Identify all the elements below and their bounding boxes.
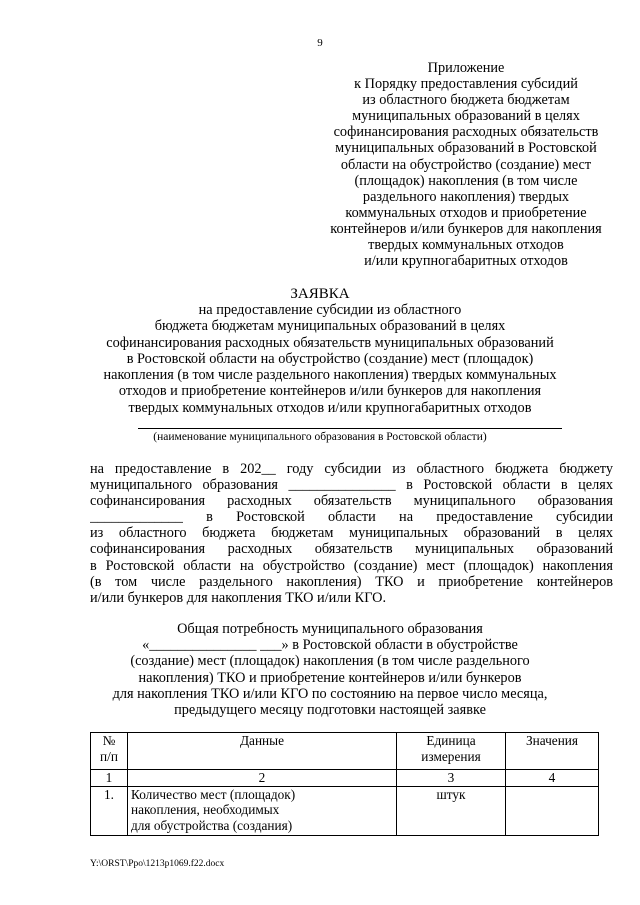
column-number-cell: 1 [91, 770, 128, 787]
appendix-line: контейнеров и/или бункеров для накопления [330, 220, 602, 237]
header-cell-data: Данные [128, 733, 397, 770]
body-line: софинансирования расходных обязательств муниципальных образований [90, 541, 613, 558]
subtitle-line: на предоставление субсидии из областного [198, 302, 462, 318]
appendix-line: коммунальных отходов и приобретение [345, 204, 587, 221]
heading-line: «_______________ ___» в Ростовской области в обустройстве [142, 637, 518, 654]
body-line: в Ростовской области на обустройство (создание) мест (площадок) накопления [90, 557, 613, 574]
appendix-line: твердых коммунальных отходов [368, 237, 564, 254]
appendix-line: муниципальных образований в Ростовской [335, 140, 597, 157]
municipality-name-caption: (наименование муниципального образования в Ростовской области) [153, 431, 487, 443]
heading-line: накопления) ТКО и приобретение контейнеров и/или бункеров [138, 669, 522, 686]
heading-line: (создание) мест (площадок) накопления (в том числе раздельного [130, 653, 530, 670]
body-line: и/или бункеров для накопления ТКО и/или КГО. [90, 589, 387, 606]
row-data-cell: Количество мест (площадок) накопления, необходимых для обустройства (создания) [128, 786, 397, 835]
appendix-line: Приложение [427, 60, 505, 76]
subtitle-line: твердых коммунальных отходов и/или крупногабаритных отходов [128, 399, 532, 416]
needs-table [90, 732, 599, 836]
appendix-line: области на обустройство (создание) мест [340, 156, 592, 173]
total-need-heading [60, 621, 600, 718]
body-line: (в том числе раздельного накопления) ТКО и приобретение контейнеров [90, 573, 613, 590]
municipality-name-blank [138, 428, 562, 429]
body-line: на предоставление в 202__ году субсидии из областного бюджета бюджету [90, 461, 613, 477]
appendix-block [318, 60, 614, 269]
appendix-line: и/или крупногабаритных отходов [364, 253, 568, 270]
subtitle-line: в Ростовской области на обустройство (создание) мест (площадок) [126, 350, 534, 367]
row-value-cell[interactable] [506, 786, 599, 835]
appendix-line: муниципальных образований в целях [352, 108, 580, 125]
header-cell-number: № п/п [91, 733, 128, 770]
subtitle-line: софинансирования расходных обязательств муниципальных образований [106, 334, 554, 351]
header-cell-values: Значения [506, 733, 599, 770]
table-header-row [91, 733, 599, 770]
body-line: муниципального образования _______________ в Ростовской области в целях [90, 477, 613, 494]
heading-line: для накопления ТКО и/или КГО по состоянию на первое число месяца, [112, 685, 548, 702]
appendix-line: из областного бюджета бюджетам [362, 92, 570, 109]
column-number-cell: 3 [397, 770, 506, 787]
heading-line: Общая потребность муниципального образования [177, 621, 483, 637]
row-unit-cell: штук [397, 786, 506, 835]
column-number-row [91, 770, 599, 787]
appendix-line: раздельного накопления) твердых [362, 188, 570, 205]
body-line: из областного бюджета бюджетам муниципальных образований в целях [90, 525, 613, 542]
heading-line: предыдущего месяцу подготовки настоящей заявке [174, 702, 486, 719]
appendix-line: софинансирования расходных обязательств [333, 124, 599, 141]
row-number-cell: 1. [91, 786, 128, 835]
column-number-cell: 2 [128, 770, 397, 787]
subtitle-line: бюджета бюджетам муниципальных образований в целях [154, 318, 506, 335]
body-line: _____________ в Ростовской области на предоставление субсидии [90, 509, 613, 526]
subtitle-line: накопления (в том числе раздельного накопления) твердых коммунальных [103, 367, 557, 384]
request-body-paragraph [90, 461, 613, 606]
document-subtitle [60, 302, 600, 416]
document-title: ЗАЯВКА [290, 286, 350, 302]
body-line: софинансирования расходных обязательств муниципального образования [90, 493, 613, 510]
subtitle-line: отходов и приобретение контейнеров и/или бункеров для накопления [118, 383, 542, 400]
appendix-line: (площадок) накопления (в том числе [354, 172, 578, 189]
appendix-line: к Порядку предоставления субсидий [354, 76, 578, 93]
file-path-footer: Y:\ORST\Ppo\1213p1069.f22.docx [90, 859, 225, 869]
column-number-cell: 4 [506, 770, 599, 787]
page-number: 9 [317, 37, 323, 49]
header-cell-unit: Единица измерения [397, 733, 506, 770]
table-row [91, 786, 599, 835]
